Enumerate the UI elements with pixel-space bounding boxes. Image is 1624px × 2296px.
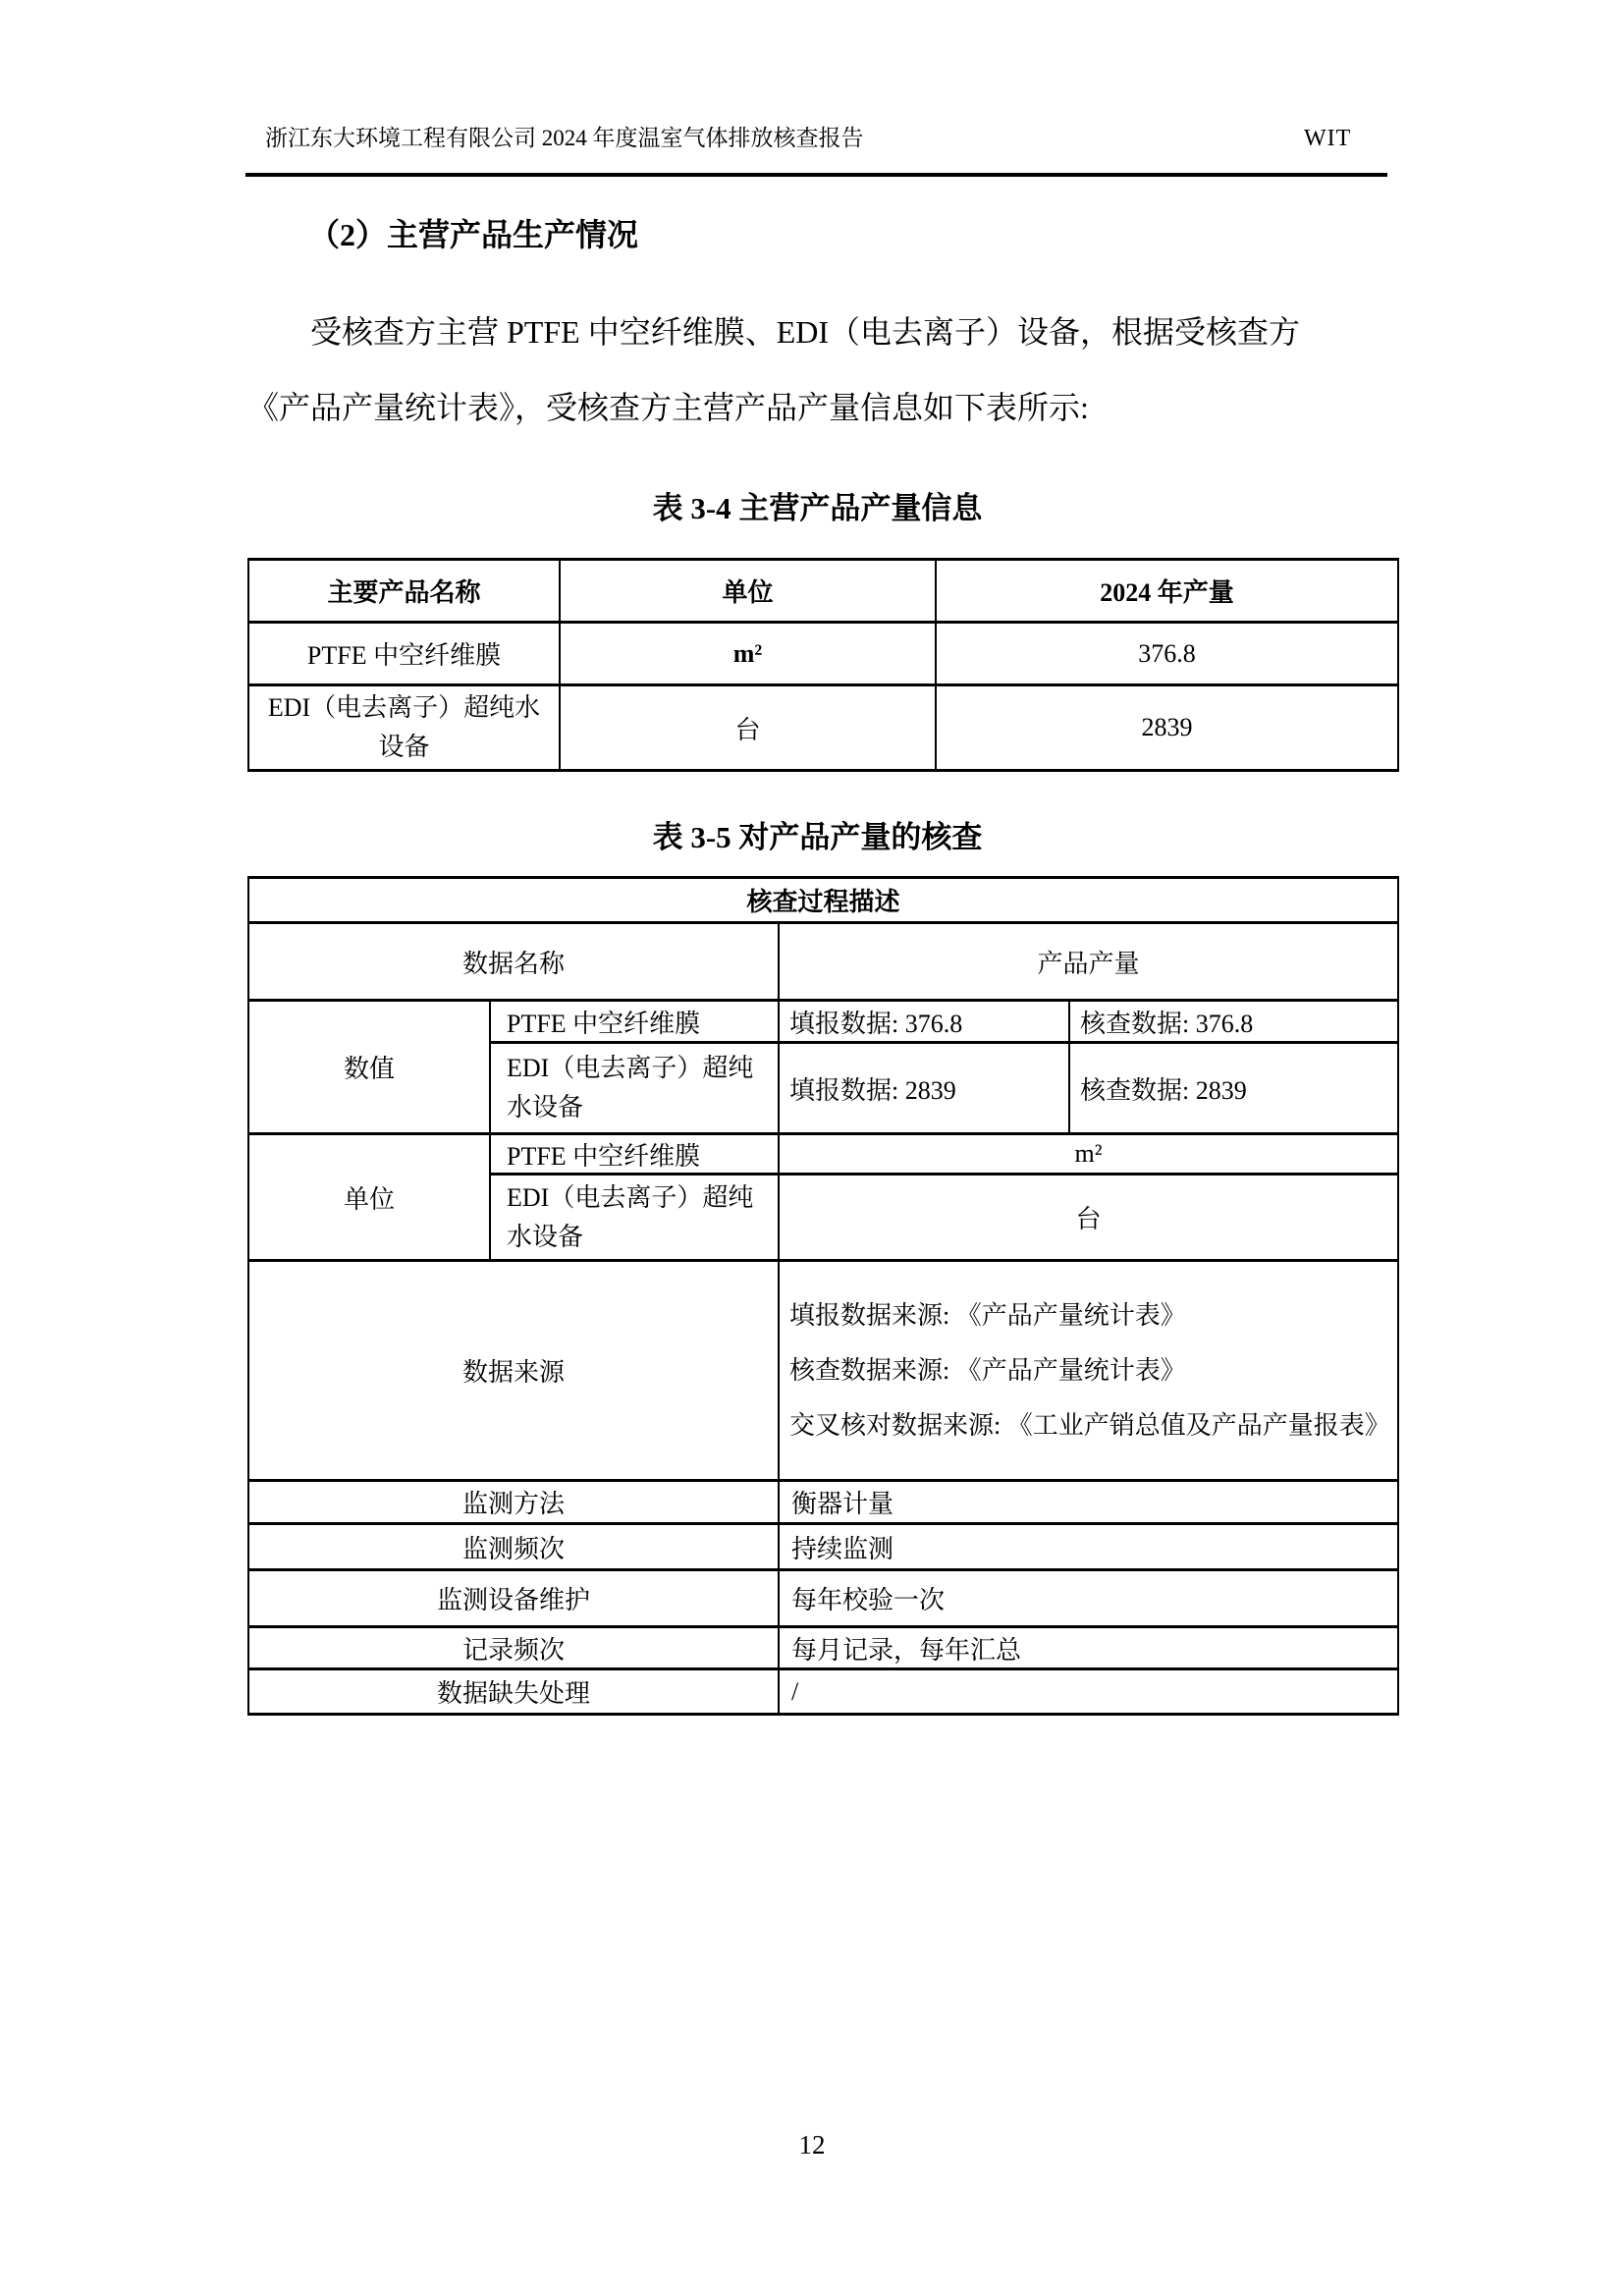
- t35-record-frequency-label: 记录频次: [248, 1627, 779, 1669]
- t35-equipment-maintenance-label: 监测设备维护: [248, 1570, 779, 1627]
- table-3-5-title: 表 3-5 对产品产量的核查: [652, 820, 983, 854]
- t35-monitor-frequency-value: 持续监测: [779, 1524, 1398, 1570]
- table-row: [248, 1134, 1398, 1175]
- t35-source-label: 数据来源: [248, 1261, 779, 1481]
- t35-source-line-3: 交叉核对数据来源: 《工业产销总值及产品产量报表》: [789, 1410, 1390, 1440]
- header-rule: [245, 173, 1387, 177]
- paragraph-line-1: 受核查方主营 PTFE 中空纤维膜、EDI（电去离子）设备，根据受核查方: [310, 314, 1301, 350]
- t34-output-1: 376.8: [936, 623, 1398, 685]
- table-row: [248, 878, 1398, 923]
- table-row: [248, 1669, 1398, 1715]
- t35-verified-1: 核查数据: 376.8: [1069, 1001, 1398, 1043]
- t35-monitor-method-value: 衡器计量: [779, 1481, 1398, 1524]
- table-row: [248, 1001, 1398, 1043]
- t35-source-content: [779, 1261, 1398, 1481]
- t35-unit-product-1: PTFE 中空纤维膜: [490, 1134, 779, 1175]
- table-row: [248, 623, 1398, 685]
- t35-unit-value-1: m²: [779, 1134, 1398, 1175]
- t34-product-1: PTFE 中空纤维膜: [248, 623, 560, 685]
- t35-numeric-product-1: PTFE 中空纤维膜: [490, 1001, 779, 1043]
- t35-equipment-maintenance-value: 每年校验一次: [779, 1570, 1398, 1627]
- header-logo-text: WIT: [1304, 126, 1352, 151]
- t35-source-line-1: 填报数据来源: 《产品产量统计表》: [789, 1300, 1186, 1330]
- table-row: [248, 1481, 1398, 1524]
- t35-unit-value-2: 台: [779, 1175, 1398, 1261]
- t34-unit-2: 台: [560, 685, 936, 771]
- t34-col-header-output: 2024 年产量: [936, 560, 1398, 623]
- t35-source-line-2: 核查数据来源: 《产品产量统计表》: [789, 1355, 1186, 1385]
- table-row: [248, 1627, 1398, 1669]
- t35-reported-1: 填报数据: 376.8: [779, 1001, 1069, 1043]
- table-row: [248, 1570, 1398, 1627]
- table-3-5: [247, 876, 1399, 1716]
- table-3-4-title: 表 3-4 主营产品产量信息: [652, 491, 983, 525]
- t34-col-header-product: 主要产品名称: [248, 560, 560, 623]
- t34-output-2: 2839: [936, 685, 1398, 771]
- header-report-title: 浙江东大环境工程有限公司 2024 年度温室气体排放核查报告: [265, 126, 864, 150]
- table-row: [248, 560, 1398, 623]
- paragraph-line-2: 《产品产量统计表》，受核查方主营产品产量信息如下表所示:: [247, 390, 1089, 425]
- page-number: 12: [798, 2130, 826, 2159]
- t35-data-name-label: 数据名称: [248, 923, 779, 1001]
- t35-reported-2: 填报数据: 2839: [779, 1043, 1069, 1134]
- t35-record-frequency-value: 每月记录，每年汇总: [779, 1627, 1398, 1669]
- t34-col-header-unit: 单位: [560, 560, 936, 623]
- t35-monitor-frequency-label: 监测频次: [248, 1524, 779, 1570]
- t35-unit-label: 单位: [248, 1134, 490, 1261]
- intro-paragraph: [247, 295, 1397, 446]
- t34-product-2: EDI（电去离子）超纯水设备: [248, 685, 560, 771]
- table-row: [248, 923, 1398, 1001]
- table-row: [248, 1261, 1398, 1481]
- t35-data-name-value: 产品产量: [779, 923, 1398, 1001]
- table-row: [248, 685, 1398, 771]
- t35-monitor-method-label: 监测方法: [248, 1481, 779, 1524]
- t35-unit-product-2: EDI（电去离子）超纯水设备: [490, 1175, 779, 1261]
- t35-missing-data-value: /: [779, 1669, 1398, 1715]
- t34-unit-1: m²: [560, 623, 936, 685]
- section-heading: （2）主营产品生产情况: [308, 217, 639, 252]
- table-3-4: [247, 558, 1399, 772]
- table-row: [248, 1524, 1398, 1570]
- t35-numeric-label: 数值: [248, 1001, 490, 1134]
- t35-missing-data-label: 数据缺失处理: [248, 1669, 779, 1715]
- t35-numeric-product-2: EDI（电去离子）超纯水设备: [490, 1043, 779, 1134]
- t35-process-header: 核查过程描述: [248, 878, 1398, 923]
- t35-verified-2: 核查数据: 2839: [1069, 1043, 1398, 1134]
